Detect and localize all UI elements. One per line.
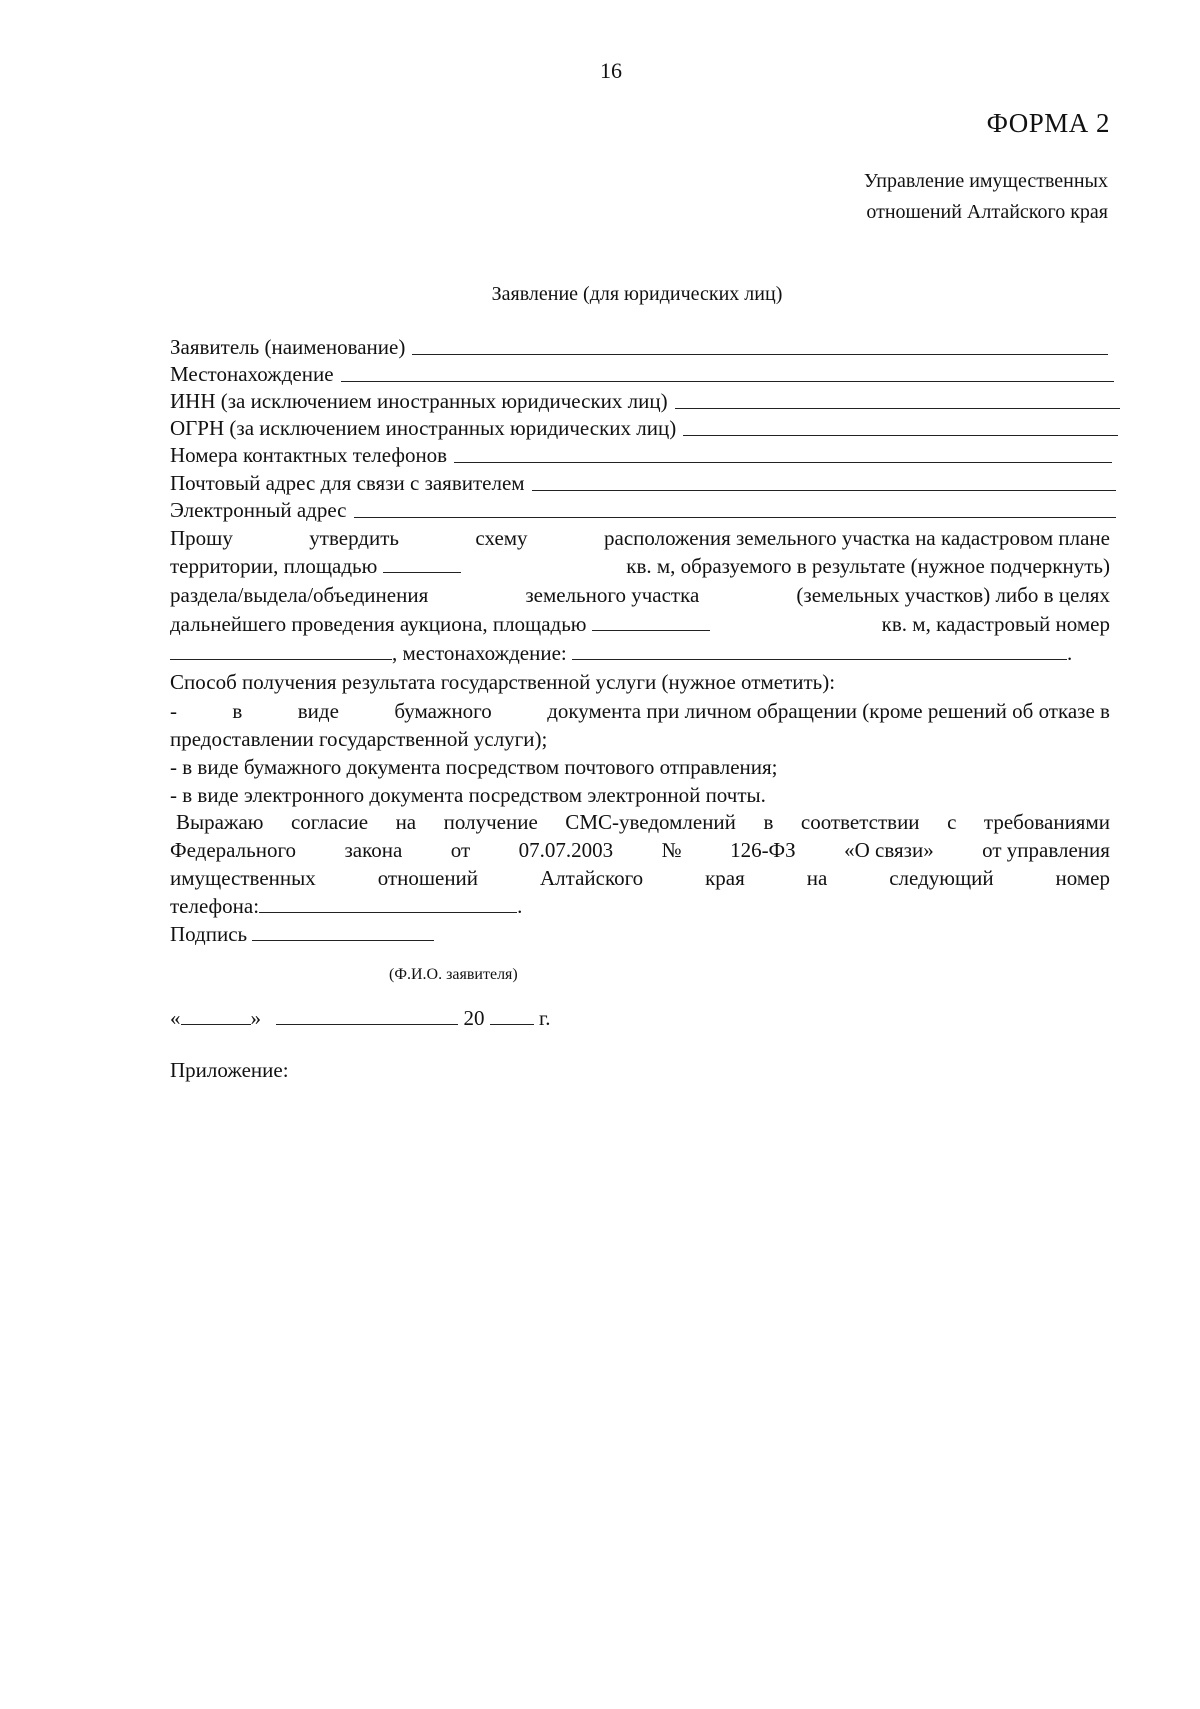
area-blank[interactable] — [383, 554, 461, 573]
consent-word: от — [450, 838, 471, 862]
location-blank[interactable] — [341, 380, 1114, 382]
method-option-1-line-1[interactable] — [170, 699, 1110, 724]
consent-word: номер — [1055, 866, 1110, 890]
attachment-label: Приложение: — [170, 1058, 289, 1082]
consent-word: имущественных — [170, 866, 316, 890]
phones-blank[interactable] — [454, 461, 1112, 463]
request-word: схему — [475, 526, 528, 550]
request-text: земельного участка — [525, 583, 700, 607]
request-text: , местонахождение: — [392, 641, 567, 665]
consent-word: на — [806, 866, 828, 890]
date-line — [170, 1006, 1110, 1031]
month-blank[interactable] — [276, 1006, 458, 1025]
consent-word: Федерального — [170, 838, 297, 862]
phones-label: Номера контактных телефонов — [170, 443, 448, 467]
postal-address-field[interactable] — [170, 470, 1116, 496]
request-text: кв. м, образуемого в результате (нужное подчеркнуть) — [626, 554, 1110, 578]
method-text: в — [232, 699, 243, 723]
location-field[interactable] — [170, 361, 1114, 387]
consent-word: Алтайского — [539, 866, 644, 890]
applicant-label: Заявитель (наименование) — [170, 335, 406, 359]
year-suffix: г. — [539, 1006, 551, 1030]
addressee-line-1: Управление имущественных — [863, 170, 1108, 192]
consent-word: № — [661, 838, 682, 862]
inn-label: ИНН (за исключением иностранных юридических лиц) — [170, 389, 668, 413]
postal-address-label: Почтовый адрес для связи с заявителем — [170, 471, 525, 495]
document-title: Заявление (для юридических лиц) — [491, 283, 783, 305]
request-word: утвердить — [309, 526, 399, 550]
year-blank[interactable] — [490, 1006, 534, 1025]
request-text: территории, площадью — [170, 554, 378, 578]
email-field[interactable] — [170, 497, 1116, 523]
method-text: виде — [297, 699, 339, 723]
location-label: Местонахождение — [170, 362, 334, 386]
method-text: документа при личном обращении (кроме решений об отказе в — [547, 699, 1110, 723]
request-line-2 — [170, 554, 1110, 579]
applicant-blank[interactable] — [412, 353, 1108, 355]
consent-word: «О связи» — [844, 838, 934, 862]
signature-blank[interactable] — [252, 922, 434, 941]
signature-line — [170, 922, 1110, 947]
consent-word: отношений — [377, 866, 479, 890]
ogrn-label: ОГРН (за исключением иностранных юридических лиц) — [170, 416, 677, 440]
plot-location-blank[interactable] — [572, 641, 1067, 660]
consent-word: 126-ФЗ — [730, 838, 796, 862]
request-word: Прошу — [170, 526, 233, 550]
email-label: Электронный адрес — [170, 498, 347, 522]
inn-field[interactable] — [170, 388, 1120, 414]
form-label: ФОРМА 2 — [986, 108, 1110, 138]
request-text: (земельных участков) либо в целях — [796, 583, 1110, 607]
consent-period: . — [517, 894, 523, 918]
cadastral-number-blank[interactable] — [170, 641, 392, 660]
ogrn-blank[interactable] — [683, 434, 1118, 436]
method-option-3[interactable]: - в виде электронного документа посредством электронной почты. — [170, 783, 766, 807]
inn-blank[interactable] — [675, 407, 1120, 409]
email-blank[interactable] — [354, 516, 1117, 518]
addressee-line-2: отношений Алтайского края — [866, 201, 1108, 223]
consent-word: 07.07.2003 — [518, 838, 614, 862]
method-option-1-line-2[interactable]: предоставлении государственной услуги); — [170, 727, 548, 751]
close-quote: » — [250, 1006, 261, 1030]
method-text: - — [170, 699, 177, 723]
phone-label: телефона: — [170, 894, 260, 918]
phones-field[interactable] — [170, 442, 1112, 468]
open-quote: « — [170, 1006, 181, 1030]
request-line-5 — [170, 641, 1110, 666]
consent-word: закона — [344, 838, 403, 862]
request-line-3 — [170, 583, 1110, 608]
consent-word: края — [705, 866, 745, 890]
consent-word: от управления — [982, 838, 1110, 862]
consent-word: следующий — [889, 866, 994, 890]
auction-area-blank[interactable] — [592, 612, 710, 631]
consent-line-2 — [170, 838, 1110, 863]
method-text: бумажного — [394, 699, 492, 723]
addressee — [864, 166, 1108, 228]
page-number: 16 — [600, 58, 622, 83]
consent-line-4 — [170, 894, 1110, 919]
request-text: раздела/выдела/объединения — [170, 583, 429, 607]
consent-line-1: Выражаю согласие на получение СМС-уведомлений в соответствии с требованиями — [176, 810, 1110, 834]
consent-line-3 — [170, 866, 1110, 891]
method-heading: Способ получения результата государственной услуги (нужное отметить): — [170, 670, 836, 694]
request-text: дальнейшего проведения аукциона, площадью — [170, 612, 587, 636]
request-text: . — [1067, 641, 1073, 665]
method-option-2[interactable]: - в виде бумажного документа посредством почтового отправления; — [170, 755, 778, 779]
postal-address-blank[interactable] — [532, 489, 1116, 491]
phone-blank[interactable] — [259, 894, 517, 913]
request-line-1 — [170, 526, 1110, 551]
ogrn-field[interactable] — [170, 415, 1118, 441]
request-text: кв. м, кадастровый номер — [881, 612, 1110, 636]
day-blank[interactable] — [181, 1006, 251, 1025]
signature-label: Подпись — [170, 922, 248, 946]
request-line-4 — [170, 612, 1110, 637]
applicant-field[interactable] — [170, 334, 1108, 360]
signature-caption: (Ф.И.О. заявителя) — [389, 966, 518, 983]
year-prefix: 20 — [463, 1006, 485, 1030]
request-text: расположения земельного участка на кадастровом плане — [604, 526, 1110, 550]
